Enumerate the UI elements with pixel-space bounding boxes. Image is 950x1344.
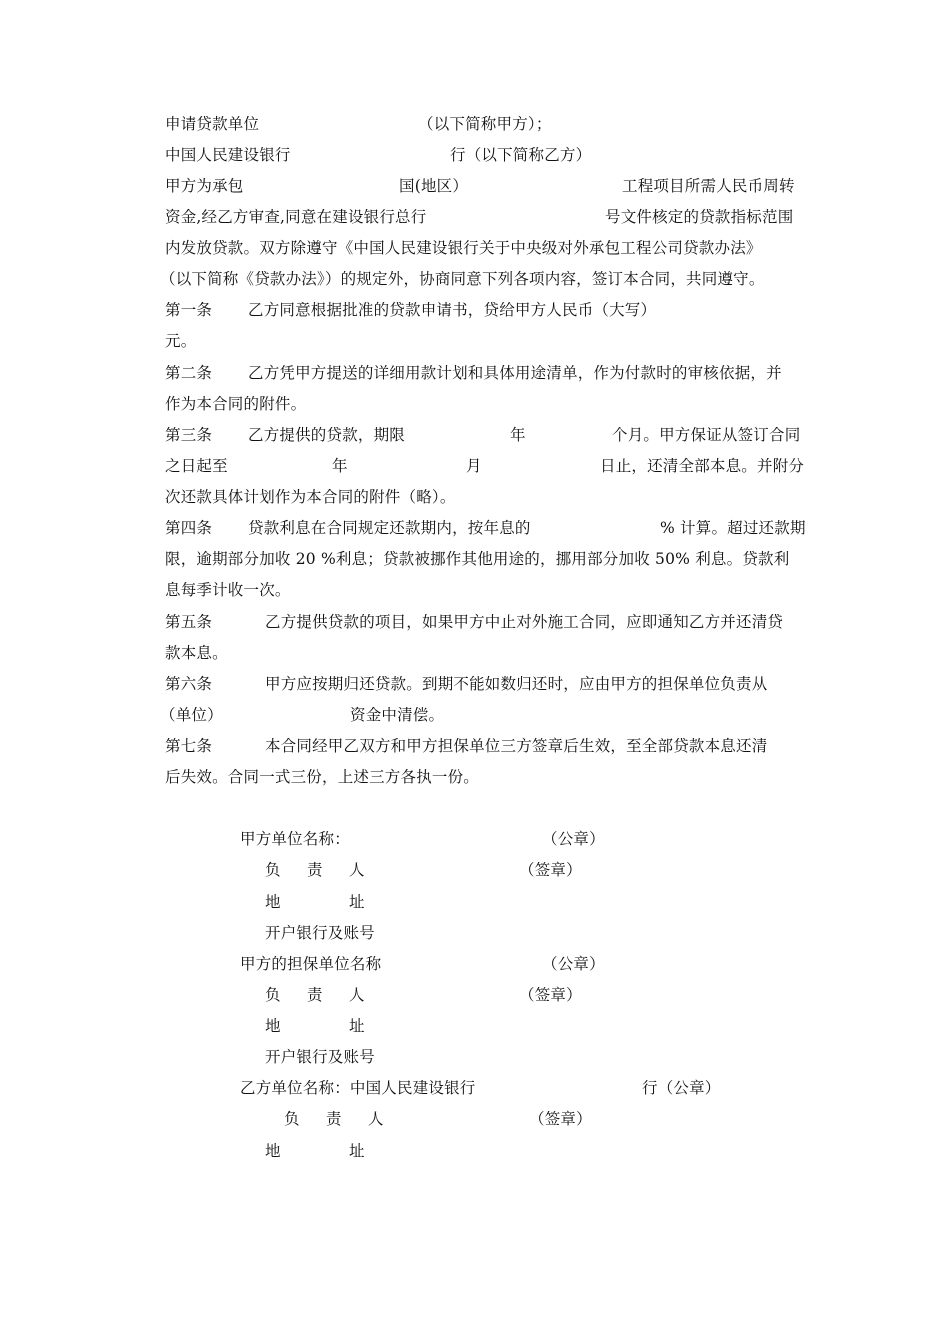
article-3-text: 之日起至 xyxy=(165,457,228,475)
preamble-line: 内发放贷款。双方除遵守《中国人民建设银行关于中央级对外承包工程公司贷款办法》 xyxy=(165,239,762,257)
article-4-text: 限，逾期部分加收 20 %利息；贷款被挪作其他用途的，挪用部分加收 50% 利息。贷款利 xyxy=(165,550,790,568)
article-6-text: （单位） xyxy=(160,706,223,724)
party-a-bank-account: 开户银行及账号 xyxy=(265,924,375,942)
guarantor-bank-account: 开户银行及账号 xyxy=(265,1048,375,1066)
party-b-seal: 行（公章） xyxy=(642,1079,721,1097)
guarantor-responsible: 人 xyxy=(349,986,365,1004)
party-a-responsible: 负 xyxy=(265,861,281,879)
party-a-name-label: 甲方单位名称： xyxy=(240,830,350,848)
article-2-number: 第二条 xyxy=(165,364,213,382)
party-b-address: 址 xyxy=(349,1142,365,1160)
bank-abbr: 行（以下简称乙方） xyxy=(450,146,592,164)
applicant-abbr: （以下简称甲方）； xyxy=(418,115,552,133)
article-6-number: 第六条 xyxy=(165,675,213,693)
article-5-number: 第五条 xyxy=(165,613,213,631)
article-3-text: 个月。甲方保证从签订合同 xyxy=(612,426,801,444)
article-3-text: 日止，还清全部本息。并附分 xyxy=(600,457,805,475)
article-3-text: 年 xyxy=(332,457,348,475)
guarantor-seal: （公章） xyxy=(542,955,605,973)
party-a-address: 地 xyxy=(265,893,281,911)
preamble-line: （以下简称《贷款办法》）的规定外，协商同意下列各项内容，签订本合同，共同遵守。 xyxy=(160,270,765,288)
preamble-line: 工程项目所需人民币周转 xyxy=(622,177,795,195)
bank-label: 中国人民建设银行 xyxy=(165,146,291,164)
article-3-text: 次还款具体计划作为本合同的附件（略）。 xyxy=(165,488,456,506)
party-a-address: 址 xyxy=(349,893,365,911)
applicant-label: 申请贷款单位 xyxy=(165,115,260,133)
guarantor-signature: （签章） xyxy=(519,986,582,1004)
article-4-text: 息每季计收一次。 xyxy=(165,581,291,599)
article-2-text: 作为本合同的附件。 xyxy=(165,395,307,413)
party-a-seal: （公章） xyxy=(542,830,605,848)
article-4-text: 贷款利息在合同规定还款期内，按年息的 xyxy=(248,519,531,537)
party-b-signature: （签章） xyxy=(529,1110,592,1128)
article-7-text: 本合同经甲乙双方和甲方担保单位三方签章后生效，至全部贷款本息还清 xyxy=(265,737,768,755)
article-6-text: 甲方应按期归还贷款。到期不能如数归还时，应由甲方的担保单位负责从 xyxy=(265,675,768,693)
article-6-text: 资金中清偿。 xyxy=(350,706,445,724)
preamble-line: 号文件核定的贷款指标范围 xyxy=(605,208,794,226)
article-7-text: 后失效。合同一式三份，上述三方各执一份。 xyxy=(165,768,480,786)
article-3-text: 月 xyxy=(466,457,482,475)
party-b-responsible: 负 xyxy=(284,1110,300,1128)
preamble-line: 国(地区） xyxy=(399,177,469,195)
article-4-text: % 计算。超过还款期 xyxy=(660,519,806,537)
article-3-number: 第三条 xyxy=(165,426,213,444)
article-5-text: 乙方提供贷款的项目，如果甲方中止对外施工合同，应即通知乙方并还清贷 xyxy=(265,613,784,631)
article-1-number: 第一条 xyxy=(165,301,213,319)
article-4-number: 第四条 xyxy=(165,519,213,537)
preamble-line: 资金,经乙方审查,同意在建设银行总行 xyxy=(165,208,427,226)
guarantor-address: 地 xyxy=(265,1017,281,1035)
party-b-responsible: 人 xyxy=(368,1110,384,1128)
article-3-text: 年 xyxy=(510,426,526,444)
article-7-number: 第七条 xyxy=(165,737,213,755)
party-a-signature: （签章） xyxy=(519,861,582,879)
article-5-text: 款本息。 xyxy=(165,644,228,662)
party-a-responsible: 责 xyxy=(307,861,323,879)
party-b-responsible: 责 xyxy=(326,1110,342,1128)
party-a-responsible: 人 xyxy=(349,861,365,879)
article-1-text: 元。 xyxy=(165,332,197,350)
party-b-address: 地 xyxy=(265,1142,281,1160)
article-1-text: 乙方同意根据批准的贷款申请书，贷给甲方人民币（大写） xyxy=(248,301,657,319)
guarantor-responsible: 责 xyxy=(307,986,323,1004)
guarantor-name-label: 甲方的担保单位名称 xyxy=(240,955,382,973)
party-b-name-label: 乙方单位名称：中国人民建设银行 xyxy=(240,1079,476,1097)
article-3-text: 乙方提供的贷款，期限 xyxy=(248,426,406,444)
guarantor-responsible: 负 xyxy=(265,986,281,1004)
preamble-line: 甲方为承包 xyxy=(165,177,244,195)
article-2-text: 乙方凭甲方提送的详细用款计划和具体用途清单，作为付款时的审核依据，并 xyxy=(248,364,782,382)
guarantor-address: 址 xyxy=(349,1017,365,1035)
